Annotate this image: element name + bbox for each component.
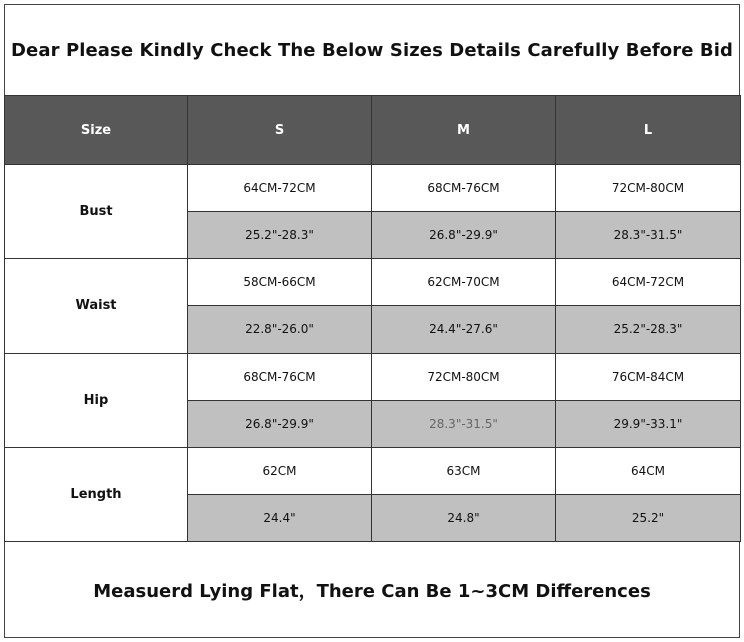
cell-length-s-inch: 24.4" [188,494,372,541]
cell-bust-s-inch: 25.2"-28.3" [188,212,372,259]
cell-hip-m-cm: 72CM-80CM [372,353,556,400]
cell-bust-m-inch: 26.8"-29.9" [372,212,556,259]
cell-bust-l-cm: 72CM-80CM [556,165,741,212]
cell-length-s-cm: 62CM [188,447,372,494]
table-header-row [5,96,741,165]
cell-hip-s-cm: 68CM-76CM [188,353,372,400]
cell-hip-m-inch: 28.3"-31.5" [372,400,556,447]
cell-bust-m-cm: 68CM-76CM [372,165,556,212]
row-label-bust: Bust [5,165,188,259]
header-size: Size [5,96,188,165]
cell-hip-l-cm: 76CM-84CM [556,353,741,400]
table-row-bust-cm [5,165,741,212]
cell-waist-s-cm: 58CM-66CM [188,259,372,306]
cell-waist-l-cm: 64CM-72CM [556,259,741,306]
cell-waist-m-inch: 24.4"-27.6" [372,306,556,353]
footer-note: Measuerd Lying Flat，There Can Be 1~3CM Differences [93,581,651,602]
page-title: Dear Please Kindly Check The Below Sizes Details Carefully Before Bid [11,39,733,61]
cell-bust-s-cm: 64CM-72CM [188,165,372,212]
cell-length-l-inch: 25.2" [556,494,741,541]
cell-hip-s-inch: 26.8"-29.9" [188,400,372,447]
header-m: M [372,96,556,165]
header-s: S [188,96,372,165]
cell-waist-m-cm: 62CM-70CM [372,259,556,306]
cell-length-m-inch: 24.8" [372,494,556,541]
cell-waist-s-inch: 22.8"-26.0" [188,306,372,353]
cell-hip-l-inch: 29.9"-33.1" [556,400,741,447]
row-label-waist: Waist [5,259,188,353]
size-chart-table [4,95,741,542]
cell-bust-l-inch: 28.3"-31.5" [556,212,741,259]
cell-length-m-cm: 63CM [372,447,556,494]
row-label-length: Length [5,447,188,541]
row-label-hip: Hip [5,353,188,447]
table-row-hip-cm [5,353,741,400]
header-l: L [556,96,741,165]
cell-length-l-cm: 64CM [556,447,741,494]
table-row-length-cm [5,447,741,494]
table-row-waist-cm [5,259,741,306]
cell-waist-l-inch: 25.2"-28.3" [556,306,741,353]
